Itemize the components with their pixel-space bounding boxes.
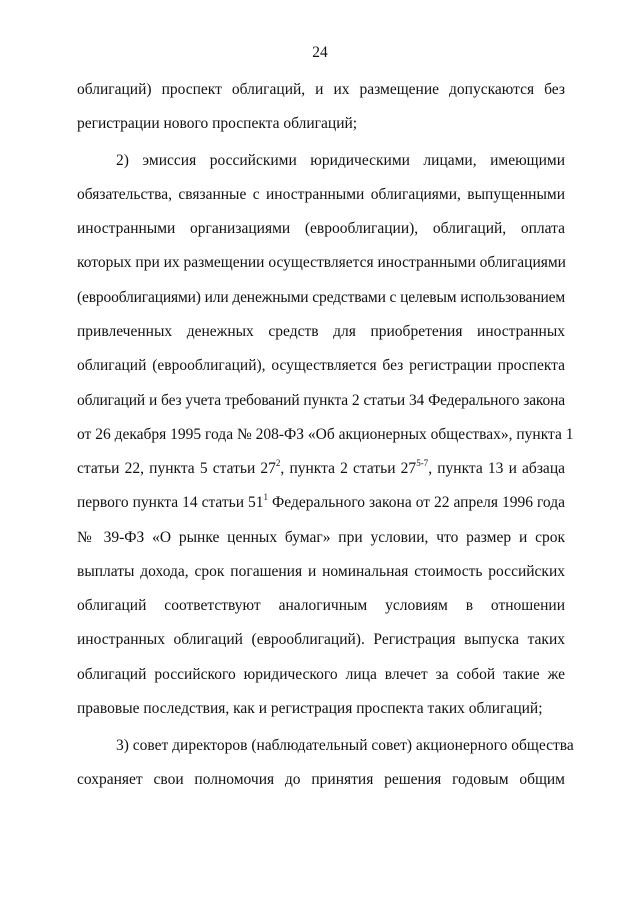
superscript: 5-7 [416,457,429,468]
paragraph-line: 3) совет директоров (наблюдательный совет) акционерного общества [116,737,574,754]
paragraph-line: иностранными организациями (еврооблигации), облигаций, оплата [77,220,565,237]
paragraph-line: регистрации нового проспекта облигаций; [77,115,358,132]
superscript: 2 [275,457,281,468]
paragraph-line: облигаций российского юридического лица влечет за собой такие же [77,666,565,683]
paragraph-line [77,459,565,479]
paragraph-line: которых при их размещении осуществляется иностранными облигациями [77,254,566,271]
paragraph-line: иностранных облигаций (еврооблигаций). Регистрация выпуска таких [77,631,565,648]
paragraph-line: привлеченных денежных средств для приобретения иностранных [77,323,565,340]
paragraph-line [77,493,565,513]
paragraph-line: 2) эмиссия российскими юридическими лицами, имеющими [116,152,565,169]
superscript: 1 [263,491,269,502]
line-text: , пункта 13 и абзаца [428,460,565,477]
line-text: статьи 22, пункта 5 статьи 27 [77,460,276,477]
line-text: первого пункта 14 статьи 51 [77,494,264,511]
paragraph-line: от 26 декабря 1995 года № 208-ФЗ «Об акционерных обществах», пункта 1 [77,426,574,443]
line-text: Федерального закона от 22 апреля 1996 года [268,494,565,511]
page-number: 24 [312,44,328,61]
paragraph-line: (еврооблигациями) или денежными средствами с целевым использованием [77,289,565,306]
line-text: , пункта 2 статьи 27 [280,460,417,477]
paragraph-line: сохраняет свои полномочия до принятия решения годовым общим [77,771,565,788]
paragraph-line: облигаций соответствуют аналогичным условиям в отношении [77,597,565,614]
paragraph-line: правовые последствия, как и регистрация проспекта таких облигаций; [77,700,543,717]
paragraph-line: облигаций и без учета требований пункта 2 статьи 34 Федерального закона [77,392,565,409]
paragraph-line: облигаций (еврооблигаций), осуществляется без регистрации проспекта [77,357,565,374]
paragraph-line: облигаций) проспект облигаций, и их размещение допускаются без [77,81,565,98]
paragraph-line: № 39-ФЗ «О рынке ценных бумаг» при условии, что размер и срок [77,529,565,546]
paragraph-line: выплаты дохода, срок погашения и номинальная стоимость российских [77,563,565,580]
paragraph-line: обязательства, связанные с иностранными облигациями, выпущенными [77,186,565,203]
